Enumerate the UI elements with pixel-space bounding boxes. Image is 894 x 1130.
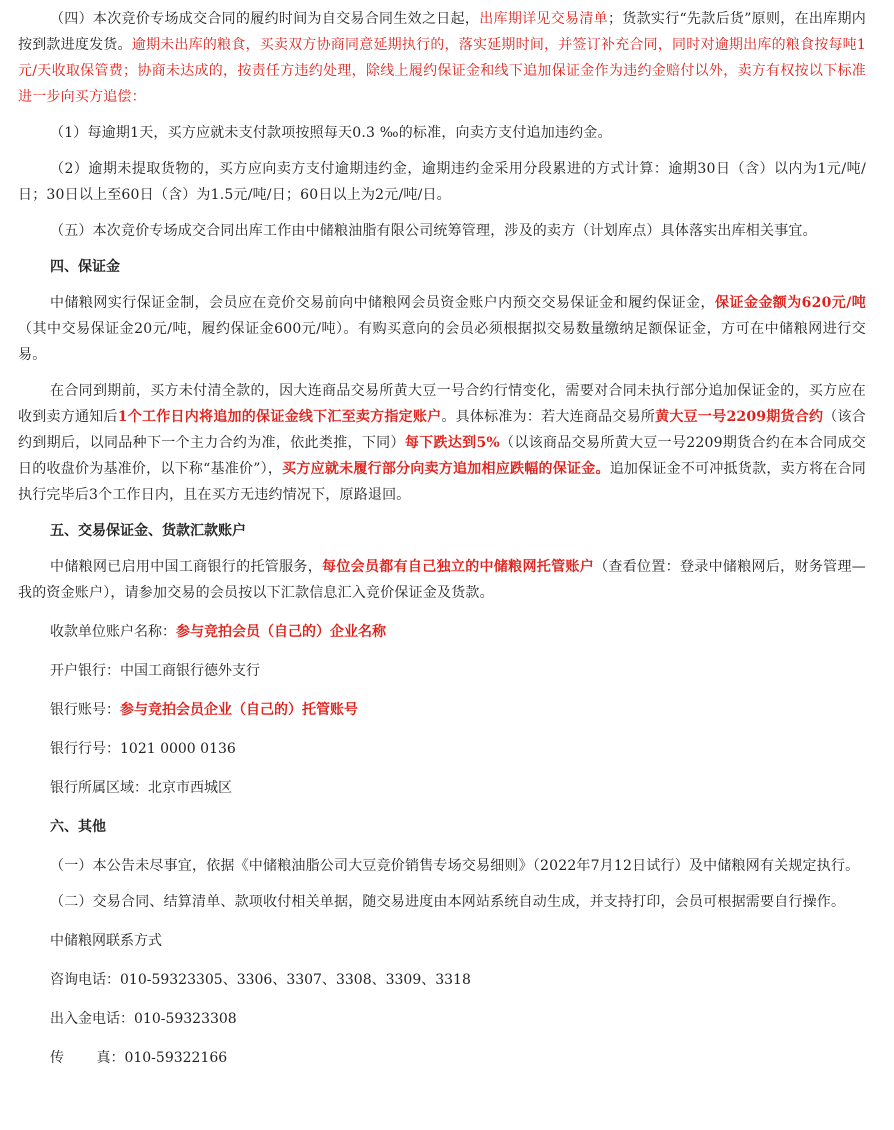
account-label: 银行账号： [50,702,120,718]
region-value: 北京市西城区 [148,780,232,796]
overdue-payment-penalty: （1）每逾期1天，买方应就未支付款项按照每天0.3 ‰的标准，向卖方支付追加违约金。 [50,125,612,141]
buyer-obligation: 买方应就未履行部分向卖方追加相应跌幅的保证金。 [282,461,610,477]
contract-rollover-note: （该合约到期后，以同品种下一个主力合约为准，依此类推，下同） [18,409,866,451]
futures-contract-name: 黄大豆一号2209期货合约 [655,409,824,425]
region-line [18,775,866,801]
other-item-2: （二）交易合同、结算清单、款项收付相关单据，随交易进度由本网站系统自动生成，并支持打印，会员可根据需要自行操作。 [50,894,846,910]
delivery-period-note: 出库期详见交易清单 [479,11,608,27]
other-item-1: （一）本公告未尽事宜，依据《中储粮油脂公司大豆竞价销售专场交易细则》（2022年7月12日试行）及中储粮网有关规定执行。 [50,858,860,874]
payment-rule-text: ；货款实行“先款后货”原则，在出库期内按到款进度发货。 [18,11,866,53]
overdue-handling-text: 逾期未出库的粮食，买卖双方协商同意延期执行的，落实延期时间，并签订补充合同，同时对逾期出库的粮食按每吨1元/天收取保管费；协商未达成的，按责任方违约处理，除线上履约保证金和线下追加保证金作为违约金赔付以外，卖方有权按以下标准进一步向买方追偿： [18,37,866,105]
consult-phone-label: 咨询电话： [50,972,120,988]
bank-value: 中国工商银行德外支行 [120,663,260,679]
consult-phone-line [18,967,866,993]
additional-margin-intro: 在合同到期前，买方未付清全款的，因大连商品交易所黄大豆一号合约行情变化，需要对合同未执行部分追加保证金的，买方应在收到卖方通知后 [18,383,866,425]
custody-account-note: 每位会员都有自己独立的中储粮网托管账户 [322,559,595,575]
payee-label: 收款单位账户名称： [50,624,176,640]
margin-system-text: 中储粮网实行保证金制，会员应在竞价交易前向中储粮网会员资金账户内预交交易保证金和履约保证金， [50,295,715,311]
custody-paragraph [18,554,866,606]
bank-line [18,658,866,684]
bank-label: 开户银行： [50,663,120,679]
performance-time-text: （四）本次竞价专场成交合同的履约时间为自交易合同生效之日起， [50,11,480,27]
refund-note: 追加保证金不可冲抵货款，卖方将在合同执行完毕后3个工作日内，且在买方无违约情况下，原路退回。 [18,461,866,503]
bank-code-line [18,736,866,762]
performance-time-paragraph [18,6,866,110]
decline-threshold: 每下跌达到5% [404,435,500,451]
overdue-pickup-penalty: （2）逾期未提取货物的，买方应向卖方支付逾期违约金，逾期违约金采用分段累进的方式计算：逾期30日（含）以内为1元/吨/日；30日以上至60日（含）为1.5元/吨/日；60日以上为2元/吨/日。 [18,161,866,203]
delivery-management-paragraph: （五）本次竞价专场成交合同出库工作由中储粮油脂有限公司统筹管理，涉及的卖方（计划库点）具体落实出库相关事宜。 [50,223,817,239]
account-line [18,697,866,723]
payee-line [18,619,866,645]
additional-margin-paragraph [18,378,866,508]
custody-intro: 中储粮网已启用中国工商银行的托管服务， [50,559,323,575]
base-price-note: （以该商品交易所黄大豆一号2209期货合约在本合同成交日的收盘价为基准价，以下称“基准价”）， [18,435,866,477]
margin-heading: 四、保证金 [50,259,120,275]
additional-margin-standard: 。具体标准为：若大连商品交易所 [441,409,656,425]
bank-code-value: 1021 0000 0136 [120,741,236,757]
account-value: 参与竞拍会员企业（自己的）托管账号 [120,702,358,718]
payee-value: 参与竞拍会员（自己的）企业名称 [176,624,386,640]
fax-value: 010-59322166 [124,1050,228,1066]
custody-instructions: （查看位置：登录中储粮网后，财务管理—我的资金账户），请参加交易的会员按以下汇款信息汇入竞价保证金及货款。 [18,559,866,601]
account-heading: 五、交易保证金、货款汇款账户 [50,523,246,539]
margin-paragraph [18,290,866,368]
contact-title: 中储粮网联系方式 [50,933,162,949]
other-heading: 六、其他 [50,819,106,835]
funds-phone-line [18,1006,866,1032]
margin-breakdown-text: （其中交易保证金20元/吨，履约保证金600元/吨）。有购买意向的会员必须根据拟交易数量缴纳足额保证金，方可在中储粮网进行交易。 [18,321,866,363]
margin-amount-text: 保证金金额为620元/吨 [714,295,866,311]
bank-code-label: 银行行号： [50,741,120,757]
region-label: 银行所属区域： [50,780,148,796]
fax-label: 传 真： [50,1050,125,1066]
funds-phone-label: 出入金电话： [50,1011,134,1027]
consult-phone-value: 010-59323305、3306、3307、3308、3309、3318 [120,972,471,988]
additional-margin-deadline: 1个工作日内将追加的保证金线下汇至卖方指定账户 [117,409,442,425]
funds-phone-value: 010-59323308 [134,1011,237,1027]
fax-line [18,1045,866,1071]
